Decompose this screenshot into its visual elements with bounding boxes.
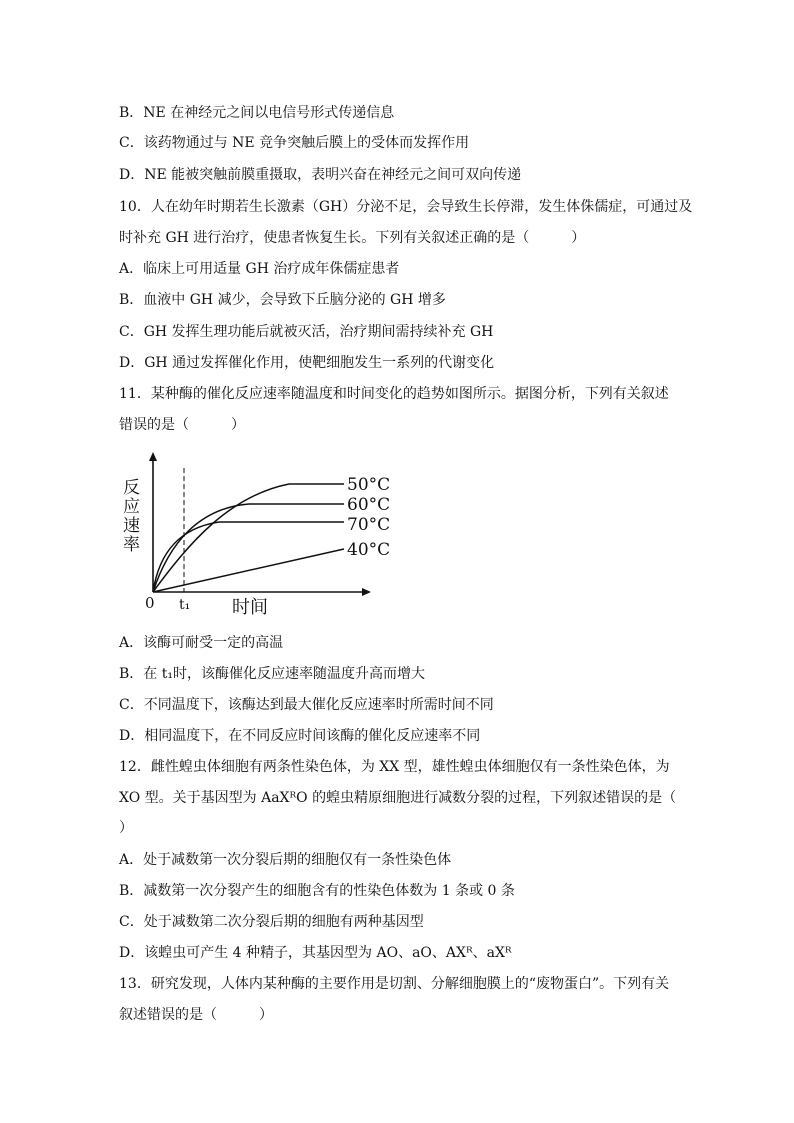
option-a-q11: A．该酶可耐受一定的高温 [119, 635, 284, 651]
option-b-q9: B．NE 在神经元之间以电信号形式传递信息 [119, 105, 395, 121]
question-12-line-3: ） [119, 820, 133, 836]
question-13-line-1: 13．研究发现，人体内某种酶的主要作用是切割、分解细胞膜上的“废物蛋白”。下列有关 [119, 976, 670, 992]
option-a-q12: A．处于减数第一次分裂后期的细胞仅有一条性染色体 [119, 852, 452, 868]
option-b-q10: B．血液中 GH 减少，会导致下丘脑分泌的 GH 增多 [119, 292, 446, 308]
label-50c: 50°C [347, 475, 391, 495]
x-axis-label: 时间 [232, 597, 268, 618]
option-d-q9: D．NE 能被突触前膜重摄取，表明兴奋在神经元之间可双向传递 [119, 167, 522, 183]
option-d-q12: D．该蝗虫可产生 4 种精子，其基因型为 AO、aO、AXᴿ、aXᴿ [119, 945, 512, 961]
option-b-q12: B．减数第一次分裂产生的细胞含有的性染色体数为 1 条或 0 条 [119, 883, 515, 899]
y-axis-label: 反应速率 [119, 478, 139, 554]
t1-label: t₁ [179, 597, 191, 613]
option-b-q11: B．在 t₁时，该酶催化反应速率随温度升高而增大 [119, 666, 425, 682]
option-c-q9: C．该药物通过与 NE 竞争突触后膜上的受体而发挥作用 [119, 135, 470, 151]
label-60c: 60°C [347, 495, 391, 515]
origin-label: 0 [145, 594, 155, 612]
y-axis-arrow [149, 452, 157, 461]
question-13-line-2: 叙述错误的是（ ） [119, 1007, 273, 1023]
enzyme-rate-chart [119, 448, 419, 623]
option-c-q10: C．GH 发挥生理功能后就被灭活，治疗期间需持续补充 GH [119, 324, 494, 340]
option-a-q10: A．临床上可用适量 GH 治疗成年侏儒症患者 [119, 261, 400, 277]
option-c-q12: C．处于减数第二次分裂后期的细胞有两种基因型 [119, 914, 424, 930]
question-12-line-2: XO 型。关于基因型为 AaXᴿO 的蝗虫精原细胞进行减数分裂的过程，下列叙述错误的是（ [119, 790, 677, 806]
question-11-line-1: 11．某种酶的催化反应速率随温度和时间变化的趋势如图所示。据图分析，下列有关叙述 [119, 386, 669, 402]
option-c-q11: C．不同温度下，该酶达到最大催化反应速率时所需时间不同 [119, 697, 494, 713]
question-10-line-2: 时补充 GH 进行治疗，使患者恢复生长。下列有关叙述正确的是（ ） [119, 230, 586, 246]
x-axis-arrow [362, 588, 371, 596]
option-d-q10: D．GH 通过发挥催化作用，使靶细胞发生一系列的代谢变化 [119, 355, 495, 371]
question-11-line-2: 错误的是（ ） [119, 417, 245, 433]
question-10-line-1: 10．人在幼年时期若生长激素（GH）分泌不足，会导致生长停滞，发生体侏儒症，可通过及 [119, 199, 693, 215]
label-70c: 70°C [347, 515, 391, 535]
option-d-q11: D．相同温度下，在不同反应时间该酶的催化反应速率不同 [119, 728, 481, 744]
curve-70c [153, 522, 344, 592]
chart-svg [119, 448, 419, 623]
question-12-line-1: 12．雌性蝗虫体细胞有两条性染色体，为 XX 型，雄性蝗虫体细胞仅有一条性染色体，为 [119, 759, 670, 775]
curve-60c [153, 504, 344, 592]
label-40c: 40°C [347, 540, 391, 560]
